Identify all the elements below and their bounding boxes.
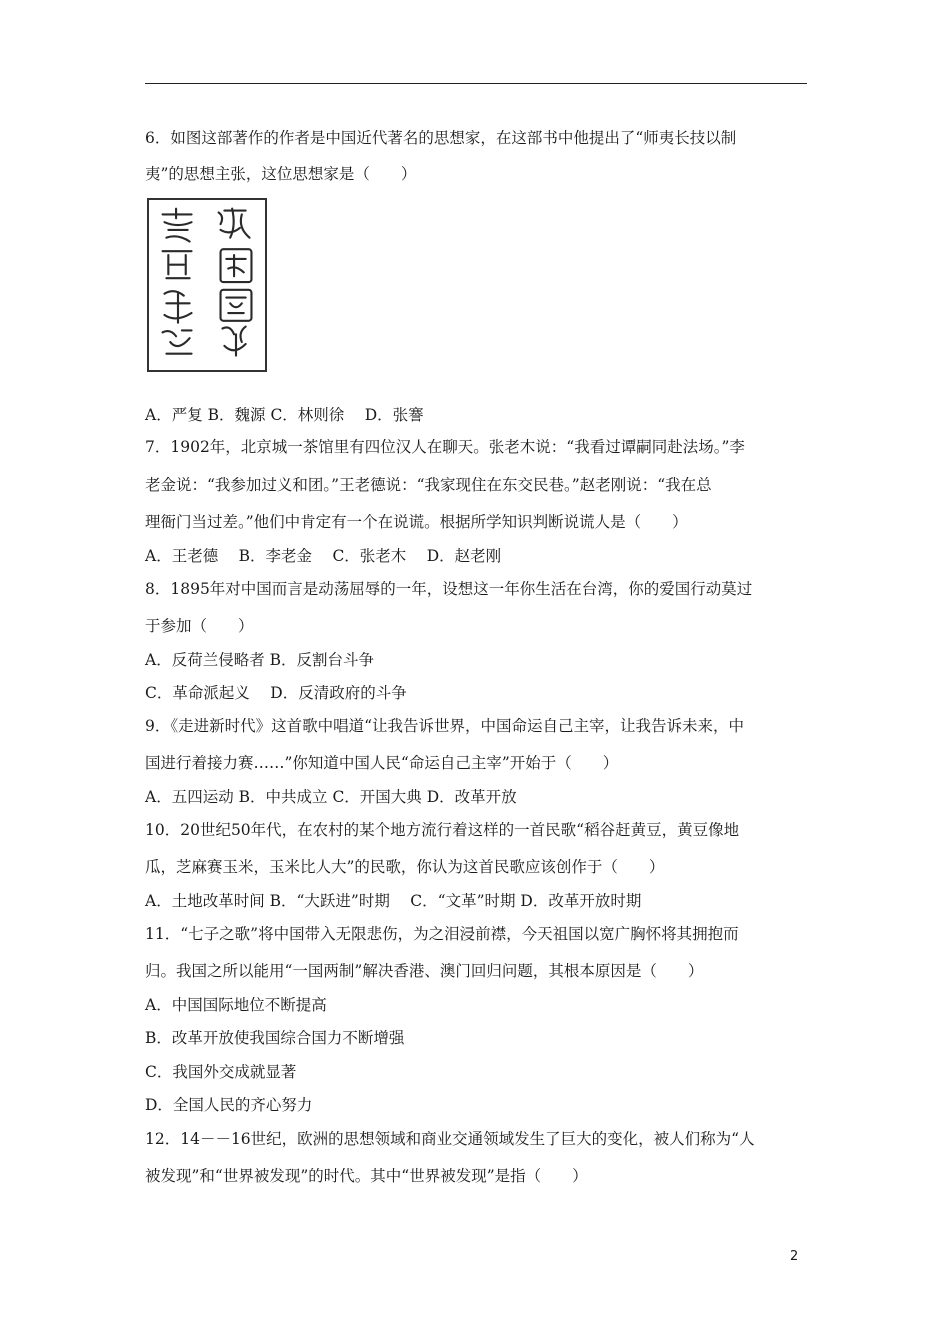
q7-stem-line2: 老金说：“我参加过义和团。”王老德说：“我家现住在东交民巷。”赵老刚说：“我在总 [145,476,712,494]
q8-options-line2: C．革命派起义 D．反清政府的斗争 [145,684,407,702]
q11-stem-line2: 归。我国之所以能用“一国两制”解决香港、澳门回归问题，其根本原因是（ ） [145,962,704,980]
q6-options: A．严复 B．魏源 C．林则徐 D．张謇 [145,406,424,424]
header-rule [145,83,807,84]
q7-stem-line1: 7．1902年，北京城一茶馆里有四位汉人在聊天。张老木说：“我看过谭嗣同赴法场。”李 [145,438,745,456]
q10-stem-line2: 瓜，芝麻赛玉米，玉米比人大”的民歌，你认为这首民歌应该创作于（ ） [145,858,665,876]
q7-options: A．王老德 B．李老金 C．张老木 D．赵老刚 [145,547,502,565]
q11-option-b: B．改革开放使我国综合国力不断增强 [145,1029,405,1047]
q11-option-d: D．全国人民的齐心努力 [145,1096,313,1114]
q9-options: A．五四运动 B．中共成立 C．开国大典 D．改革开放 [145,788,517,806]
q11-stem-line1: 11．“七子之歌”将中国带入无限悲伤，为之泪浸前襟，今天祖国以宽广胸怀将其拥抱而 [145,925,739,943]
q7-stem-line3: 理衙门当过差。”他们中肯定有一个在说谎。根据所学知识判断说谎人是（ ） [145,513,688,531]
book-cover-seal-image [147,198,267,372]
q8-options-line1: A．反荷兰侵略者 B．反割台斗争 [145,651,375,669]
page-number: 2 [790,1249,799,1264]
q8-stem-line2: 于参加（ ） [145,617,254,635]
q8-stem-line1: 8．1895年对中国而言是动荡屈辱的一年，设想这一年你生活在台湾，你的爱国行动莫过 [145,580,753,598]
q10-options: A．土地改革时间 B．“大跃进”时期 C．“文革”时期 D．改革开放时期 [145,892,642,910]
q9-stem-line1: 9．《走进新时代》这首歌中唱道“让我告诉世界，中国命运自己主宰，让我告诉未来，中 [145,717,745,735]
q6-stem-line2: 夷”的思想主张，这位思想家是（ ） [145,165,417,183]
seal-calligraphy-icon [149,200,265,370]
q10-stem-line1: 10．20世纪50年代，在农村的某个地方流行着这样的一首民歌“稻谷赶黄豆，黄豆像地 [145,821,740,839]
q6-stem-line1: 6．如图这部著作的作者是中国近代著名的思想家，在这部书中他提出了“师夷长技以制 [145,129,737,147]
q9-stem-line2: 国进行着接力赛……”你知道中国人民“命运自己主宰”开始于（ ） [145,754,619,772]
q11-option-a: A．中国国际地位不断提高 [145,996,327,1014]
q12-stem-line2: 被发现”和“世界被发现”的时代。其中“世界被发现”是指（ ） [145,1167,588,1185]
q11-option-c: C．我国外交成就显著 [145,1063,297,1081]
q12-stem-line1: 12．14－－16世纪，欧洲的思想领域和商业交通领域发生了巨大的变化，被人们称为“人 [145,1130,755,1148]
